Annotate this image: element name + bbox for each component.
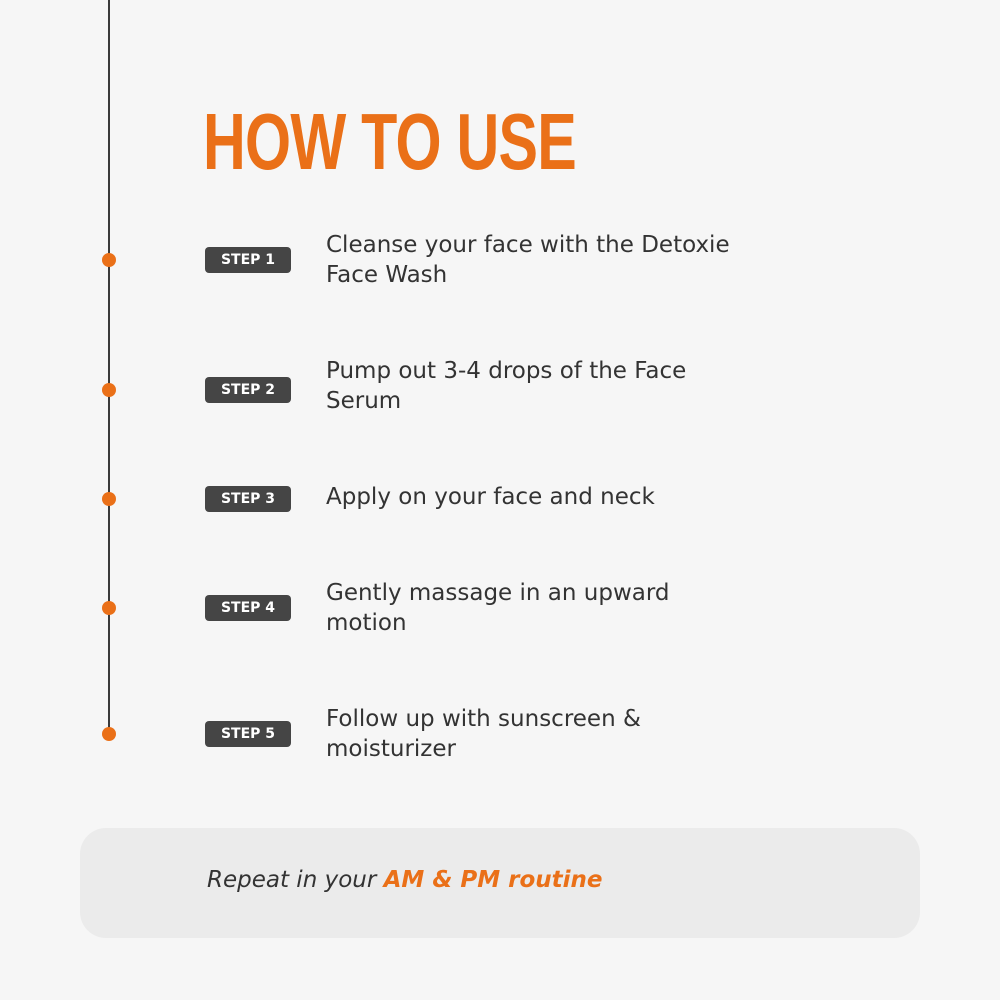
routine-note <box>207 864 603 896</box>
step-3-badge: STEP 3 <box>205 486 291 512</box>
step-2-badge: STEP 2 <box>205 377 291 403</box>
timeline-dot-step-1 <box>102 253 116 267</box>
step-4-text: Gently massage in an upward motion <box>326 580 670 636</box>
routine-note-prefix: Repeat in your <box>207 867 384 893</box>
timeline-dot-step-4 <box>102 601 116 615</box>
step-5-badge: STEP 5 <box>205 721 291 747</box>
step-1-text: Cleanse your face with the Detoxie Face Wash <box>326 232 730 288</box>
step-5-text: Follow up with sunscreen & moisturizer <box>326 706 641 762</box>
step-4-badge: STEP 4 <box>205 595 291 621</box>
timeline-dot-step-2 <box>102 383 116 397</box>
timeline-line <box>108 0 110 735</box>
step-1-badge: STEP 1 <box>205 247 291 273</box>
step-2-text: Pump out 3-4 drops of the Face Serum <box>326 358 687 414</box>
page-title: HOW TO USE <box>203 97 577 186</box>
routine-note-panel <box>80 828 920 938</box>
step-3-text: Apply on your face and neck <box>326 484 655 510</box>
timeline-dot-step-3 <box>102 492 116 506</box>
timeline-dot-step-5 <box>102 727 116 741</box>
routine-note-highlight: AM & PM routine <box>383 867 603 893</box>
